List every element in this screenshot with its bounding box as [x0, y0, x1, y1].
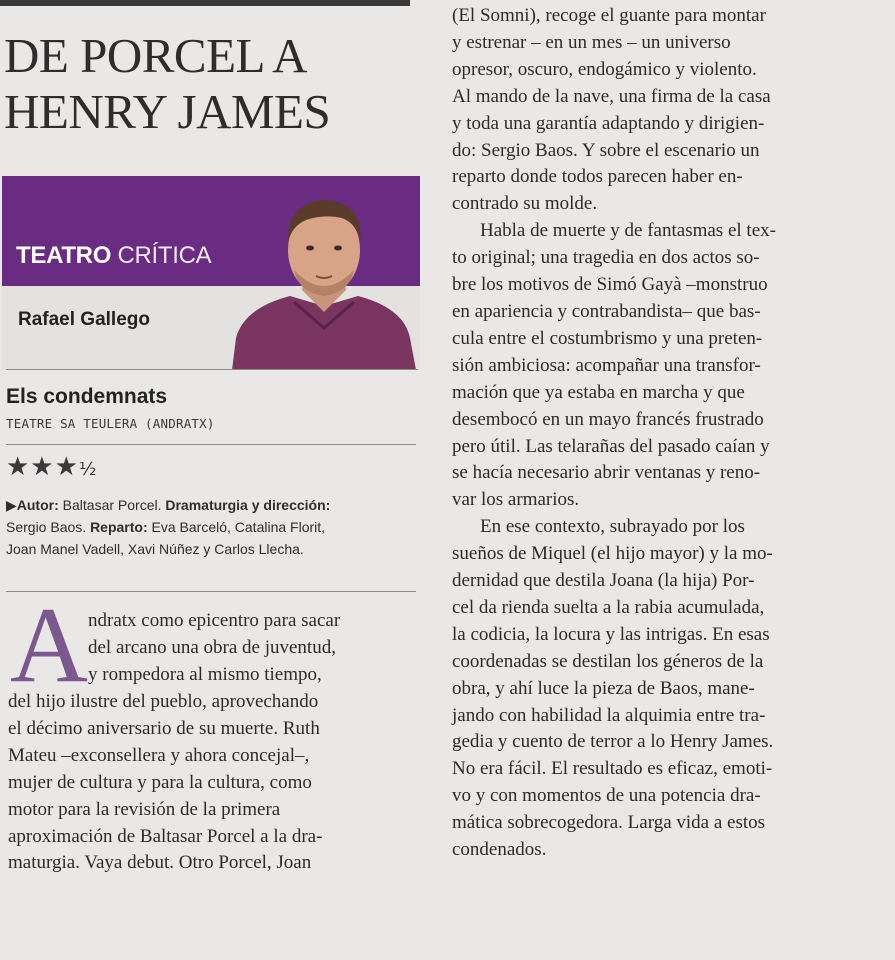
text-line: el décimo aniversario de su muerte. Ruth [8, 717, 320, 739]
rating-half: ½ [78, 459, 97, 480]
text-line: No era fácil. El resultado es eficaz, emoti- [452, 758, 773, 780]
text-line: del hijo ilustre del pueblo, aprovechando [8, 691, 319, 712]
text-line: obra, y ahí luce la pieza de Baos, mane- [452, 677, 755, 699]
author-label: ▶Autor: [6, 497, 59, 513]
text-line: to original; una tragedia en dos actos so- [452, 247, 760, 269]
text-line: maturgia. Vaya debut. Otro Porcel, Joan [8, 852, 312, 874]
text-line: ndratx como epicentro para sacar [88, 610, 341, 631]
author-name: Baltasar Porcel. [62, 497, 162, 513]
text-line: sión ambiciosa: acompañar una transfor- [452, 354, 761, 376]
text-line: dernidad que destila Joana (la hija) Por- [452, 570, 755, 592]
text-line: cel da rienda suelta a la rabia acumulada, [452, 596, 765, 618]
credits-block [6, 494, 424, 560]
text-line: reparto donde todos parecen haber en- [452, 166, 743, 188]
text-line: motor para la revisión de la primera [8, 798, 281, 820]
byline: Rafael Gallego [18, 309, 150, 330]
text-line: la codicia, la locura y las intrigas. En esas [452, 623, 770, 645]
cast-label: Reparto: [90, 519, 148, 535]
column-1-opening [88, 608, 340, 689]
text-line: y rompedora al mismo tiempo, [88, 663, 322, 685]
text-line: condenados. [452, 839, 547, 861]
text-line: jando con habilidad la alquimia entre tra- [452, 704, 766, 726]
text-line: bre los motivos de Simó Gayà –monstruo [452, 274, 768, 296]
section-label [16, 242, 211, 270]
text-line: Mateu –exconsellera y ahora concejal–, [8, 744, 310, 766]
text-line: desembocó en un mayo francés frustrado [452, 408, 764, 430]
text-line: mática sobrecogedora. Larga vida a estos [452, 812, 766, 834]
drop-cap: A [10, 586, 88, 705]
text-line: coordenadas se destilan los géneros de la [452, 650, 764, 672]
director-name: Sergio Baos. [6, 519, 87, 535]
text-line: sueños de Miquel (el hijo mayor) y la mo- [452, 543, 773, 565]
divider-1 [6, 369, 418, 370]
text-line: cula entre el costumbrismo y una preten- [452, 327, 763, 349]
text-line: y toda una garantía adaptando y dirigien- [452, 112, 765, 134]
text-line: mujer de cultura y para la cultura, como [8, 771, 312, 793]
column-2-text [452, 3, 776, 864]
headline [4, 28, 424, 140]
text-line: contrado su molde. [452, 193, 598, 215]
text-line: en apariencia y contrabandista– que bas- [452, 300, 761, 322]
text-line: y estrenar – en un mes – un universo [452, 31, 731, 53]
section-label-bold: TEATRO [16, 242, 112, 269]
text-line: del arcano una obra de juventud, [88, 636, 336, 658]
play-venue: TEATRE SA TEULERA (ANDRATX) [6, 416, 215, 431]
text-line: En ese contexto, subrayado por los [480, 516, 745, 538]
text-line: aproximación de Baltasar Porcel a la dra- [8, 825, 323, 847]
divider-2 [6, 444, 416, 445]
top-rule [0, 0, 410, 6]
dramaturgy-label: Dramaturgia y dirección: [165, 497, 331, 513]
text-line: var los armarios. [452, 489, 580, 511]
play-title: Els condemnats [6, 385, 168, 408]
text-line: mación que ya estaba en marcha y que [452, 381, 745, 403]
rating-stars: ★★★ [6, 452, 79, 482]
cast-line-1: Eva Barceló, Catalina Florit, [151, 519, 326, 535]
headline-line-1: DE PORCEL A [4, 28, 308, 83]
text-line: pero útil. Las telarañas del pasado caían y [452, 435, 770, 457]
cast-line-2: Joan Manel Vadell, Xavi Núñez y Carlos Llecha. [6, 541, 304, 557]
text-line: (El Somni), recoge el guante para montar [452, 5, 766, 26]
text-line: opresor, oscuro, endogámico y violento. [452, 58, 757, 80]
author-portrait [232, 190, 416, 370]
text-line: Habla de muerte y de fantasmas el tex- [480, 220, 776, 242]
headline-line-2: HENRY JAMES [4, 84, 331, 139]
text-line: se hacía necesario abrir ventanas y reno- [452, 462, 761, 484]
text-line: do: Sergio Baos. Y sobre el escenario un [452, 139, 760, 161]
column-1-text [8, 689, 322, 877]
text-line: Al mando de la nave, una firma de la casa [452, 85, 771, 107]
star-rating [6, 452, 96, 482]
text-line: vo y con momentos de una potencia dra- [452, 785, 761, 807]
section-label-thin: CRÍTICA [117, 242, 212, 269]
text-line: gedia y cuento de terror a lo Henry James. [452, 731, 774, 753]
